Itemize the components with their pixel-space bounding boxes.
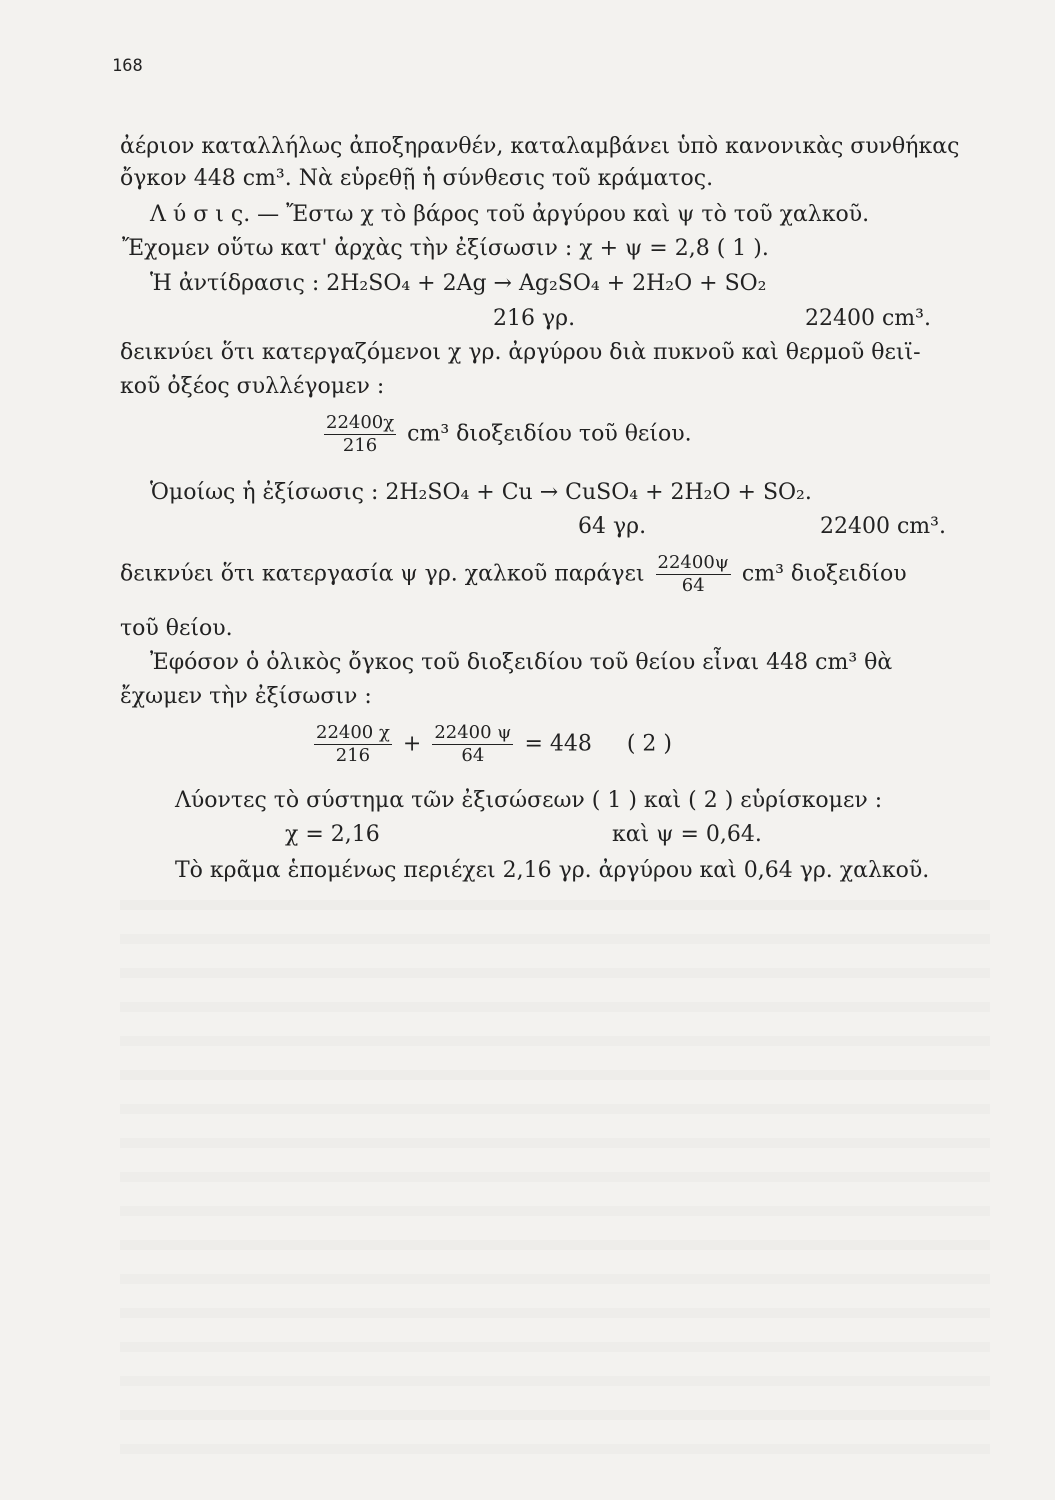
text-line-1: ἀέριον καταλλήλως ἀποξηρανθέν, καταλαμβάνει ὑπὸ κανονικὰς συνθήκας xyxy=(120,134,960,159)
fraction-term-silver xyxy=(314,722,392,767)
copper-volume: 22400 cm³. xyxy=(820,514,946,539)
fraction-line-2-post: cm³ διοξειδίου xyxy=(741,561,907,587)
solution-x: χ = 2,16 xyxy=(285,822,380,847)
fraction-denominator: 64 xyxy=(681,575,705,596)
text-line-14: Ἐφόσον ὁ ὁλικὸς ὄγκος τοῦ διοξειδίου τοῦ θείου εἶναι 448 cm³ θὰ xyxy=(150,650,893,675)
fraction-numerator: 22400ψ xyxy=(657,552,729,573)
silver-volume: 22400 cm³. xyxy=(805,306,931,331)
reaction-silver: Ἡ ἀντίδρασις : 2H₂SO₄ + 2Ag → Ag₂SO₄ + 2H₂O + SO₂ xyxy=(150,271,767,296)
fraction-denominator: 216 xyxy=(335,745,371,766)
text-line-2: ὄγκον 448 cm³. Νὰ εὑρεθῇ ἡ σύνθεσις τοῦ κράματος. xyxy=(120,166,714,191)
text-line-4: Ἔχομεν οὕτω κατ' ἀρχὰς τὴν ἐξίσωσιν : χ + ψ = 2,8 ( 1 ). xyxy=(122,236,769,261)
solution-y: καὶ ψ = 0,64. xyxy=(612,822,762,847)
text-line-15: ἔχωμεν τὴν ἐξίσωσιν : xyxy=(120,684,372,709)
text-line-13: τοῦ θείου. xyxy=(120,616,233,641)
fraction-line-2-pre: δεικνύει ὅτι κατεργασία ψ γρ. χαλκοῦ παράγει xyxy=(120,561,645,587)
text-line-17: Λύοντες τὸ σύστημα τῶν ἐξισώσεων ( 1 ) καὶ ( 2 ) εὑρίσκομεν : xyxy=(175,788,883,813)
fraction-line-1 xyxy=(320,412,692,457)
fraction-numerator: 22400χ xyxy=(326,412,395,433)
fraction-denominator: 216 xyxy=(342,435,378,456)
plus-sign: + xyxy=(402,731,422,757)
equation-2-rest: = 448 ( 2 ) xyxy=(524,731,672,757)
fraction-line-2 xyxy=(120,552,907,597)
conclusion-line: Τὸ κρᾶμα ἑπομένως περιέχει 2,16 γρ. ἀργύρου καὶ 0,64 γρ. χαλκοῦ. xyxy=(175,858,930,883)
reaction-copper: Ὁμοίως ἡ ἐξίσωσις : 2H₂SO₄ + Cu → CuSO₄ + 2H₂O + SO₂. xyxy=(150,480,812,505)
page-number: 168 xyxy=(112,56,143,76)
equation-2 xyxy=(310,722,672,767)
fraction-copper xyxy=(656,552,731,597)
fraction-silver xyxy=(324,412,396,457)
text-line-7: δεικνύει ὅτι κατεργαζόμενοι χ γρ. ἀργύρου διὰ πυκνοῦ καὶ θερμοῦ θειϊ- xyxy=(120,340,921,365)
text-line-3: Λ ύ σ ι ς. — Ἔστω χ τὸ βάρος τοῦ ἀργύρου καὶ ψ τὸ τοῦ χαλκοῦ. xyxy=(150,202,870,227)
bleed-through-texture xyxy=(120,900,990,1460)
fraction-line-1-text: cm³ διοξειδίου τοῦ θείου. xyxy=(407,421,692,447)
fraction-term-copper xyxy=(432,722,513,767)
copper-mass: 64 γρ. xyxy=(578,514,647,539)
fraction-numerator: 22400 ψ xyxy=(434,722,512,743)
fraction-denominator: 64 xyxy=(461,745,485,766)
fraction-numerator: 22400 χ xyxy=(316,722,390,743)
silver-mass: 216 γρ. xyxy=(493,306,576,331)
text-line-8: κοῦ ὀξέος συλλέγομεν : xyxy=(120,374,385,399)
